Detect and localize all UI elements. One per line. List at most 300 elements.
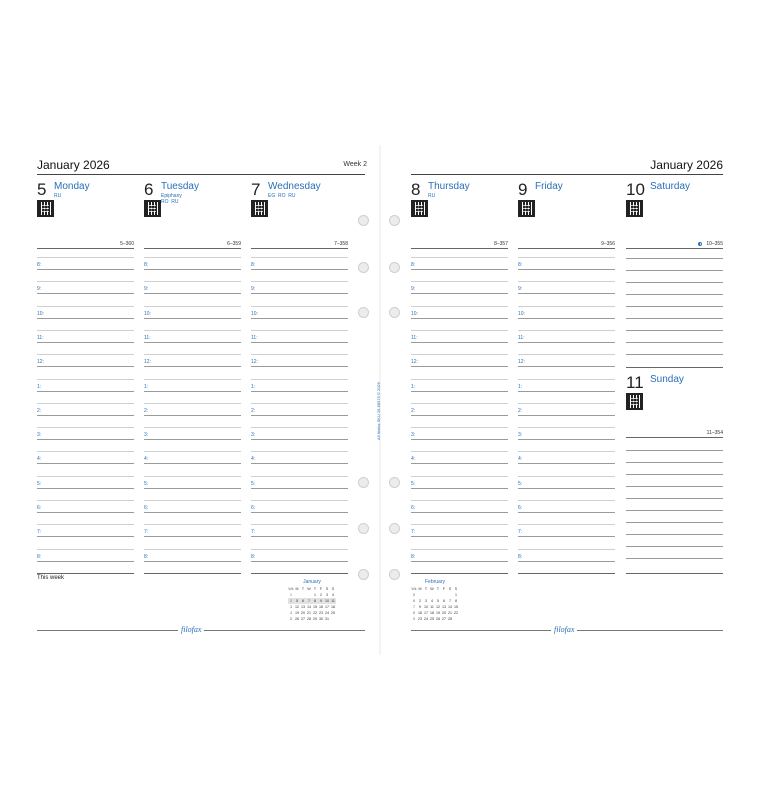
hour-label: 5:	[518, 480, 523, 487]
hour-label: 12:	[37, 359, 44, 366]
binder-hole	[389, 477, 400, 488]
hour-line	[518, 463, 615, 464]
hour-line	[518, 366, 615, 367]
hour-line	[144, 488, 241, 489]
hour-label: 8:	[518, 553, 523, 560]
hour-line	[251, 366, 348, 367]
hour-label: 6:	[251, 505, 256, 511]
mini-calendar-header-cell: S	[448, 587, 452, 591]
mini-calendar-day-cell: 7	[413, 605, 415, 609]
mini-calendar-day-cell: 23	[418, 617, 422, 621]
mini-calendar-day-cell: 27	[442, 617, 446, 621]
mini-calendar-day-cell: 28	[307, 617, 311, 621]
hour-label: 8:	[518, 262, 523, 268]
half-hour-line	[518, 354, 615, 355]
hour-line	[518, 415, 615, 416]
half-hour-line	[37, 306, 134, 307]
hour-line	[518, 269, 615, 270]
hour-label: 11:	[251, 334, 258, 341]
half-hour-line	[37, 403, 134, 404]
hour-line	[518, 342, 615, 343]
hour-line	[251, 318, 348, 319]
filofax-logo: filofax	[551, 625, 577, 634]
sunday-end-rule	[626, 573, 723, 574]
mini-calendar-day-cell: 11	[331, 599, 335, 603]
half-hour-line	[37, 500, 134, 501]
mini-calendar-day-cell: 3	[326, 593, 328, 597]
header-rule	[411, 174, 723, 175]
day-count-text: 10–355	[706, 241, 723, 247]
mini-calendar-day-cell: 16	[418, 611, 422, 615]
hour-line	[411, 512, 508, 513]
hour-line	[37, 512, 134, 513]
mini-calendar-day-cell: 2	[290, 599, 292, 603]
hour-line	[251, 293, 348, 294]
note-line	[626, 450, 723, 451]
mini-calendar-day-cell: 18	[331, 605, 335, 609]
hour-line	[37, 269, 134, 270]
mini-calendar-day-cell: 2	[320, 593, 322, 597]
hour-label: 1:	[411, 383, 416, 390]
half-hour-line	[411, 500, 508, 501]
day-top-rule	[37, 248, 134, 249]
hour-line	[251, 488, 348, 489]
hour-line	[37, 293, 134, 294]
hour-line	[518, 439, 615, 440]
note-line	[626, 546, 723, 547]
mini-calendar-january	[288, 579, 336, 622]
hour-line	[518, 318, 615, 319]
half-hour-line	[37, 524, 134, 525]
mini-calendar-day-cell: 8	[455, 599, 457, 603]
mini-calendar-header-cell: T	[313, 587, 317, 591]
hour-label: 8:	[37, 553, 42, 560]
hour-line	[411, 293, 508, 294]
day-count: 11–354	[706, 430, 723, 436]
half-hour-line	[411, 524, 508, 525]
column-end-rule	[518, 573, 615, 574]
hour-label: 8:	[411, 262, 416, 268]
day-number: 5	[37, 180, 47, 199]
hour-line	[518, 293, 615, 294]
mini-calendar-day-cell: 9	[320, 599, 322, 603]
day-top-rule	[251, 248, 348, 249]
day-count: 5–360	[120, 241, 134, 247]
half-hour-line	[411, 354, 508, 355]
holiday-note: EG RO RU	[268, 193, 296, 199]
hour-line	[411, 366, 508, 367]
hour-line	[411, 463, 508, 464]
saturday-end-rule	[626, 367, 723, 368]
hour-label: 5:	[37, 480, 42, 487]
hour-label: 9:	[144, 286, 149, 293]
column-end-rule	[144, 573, 241, 574]
mini-calendar-day-cell: 24	[424, 617, 428, 621]
hour-line	[251, 463, 348, 464]
half-hour-line	[251, 403, 348, 404]
mini-calendar-day-cell: 6	[302, 599, 304, 603]
mini-calendar-header-cell: T	[424, 587, 428, 591]
hour-label: 2:	[411, 407, 416, 414]
hour-label: 3:	[411, 432, 416, 439]
hour-label: 1:	[518, 383, 523, 390]
hour-label: 1:	[37, 383, 42, 390]
half-hour-line	[144, 306, 241, 307]
mini-calendar-day-cell: 29	[313, 617, 317, 621]
binder-hole	[358, 477, 369, 488]
mini-calendar-day-cell: 21	[448, 611, 452, 615]
half-hour-line	[518, 427, 615, 428]
mini-calendar-day-cell: 14	[307, 605, 311, 609]
mini-calendar-day-cell: 26	[436, 617, 440, 621]
half-hour-line	[251, 257, 348, 258]
hour-line	[144, 463, 241, 464]
half-hour-line	[518, 281, 615, 282]
hour-line	[37, 439, 134, 440]
qr-code-icon	[144, 200, 161, 217]
hour-label: 9:	[37, 286, 42, 293]
half-hour-line	[518, 549, 615, 550]
mini-calendar-title: January	[303, 579, 321, 585]
qr-code-icon	[626, 393, 643, 410]
mini-calendar-day-cell: 10	[424, 605, 428, 609]
binder-hole	[358, 307, 369, 318]
half-hour-line	[251, 476, 348, 477]
hour-label: 3:	[251, 432, 256, 439]
hour-label: 4:	[37, 456, 42, 463]
hour-label: 10:	[251, 310, 258, 317]
mini-calendar-day-cell: 11	[430, 605, 434, 609]
hour-line	[251, 269, 348, 270]
mini-calendar-day-cell: 19	[295, 611, 299, 615]
day-sunday	[626, 374, 723, 414]
day-number: 11	[626, 373, 644, 392]
hour-label: 3:	[144, 432, 149, 439]
mini-calendar-header-cell: M	[295, 587, 299, 591]
hour-label: 6:	[518, 505, 523, 511]
day-name: Saturday	[650, 181, 691, 192]
half-hour-line	[411, 257, 508, 258]
half-hour-line	[144, 476, 241, 477]
hour-line	[251, 415, 348, 416]
mini-calendar-header-cell: Wk	[411, 587, 417, 591]
hour-line	[411, 439, 508, 440]
note-line	[626, 342, 723, 343]
hour-line	[251, 439, 348, 440]
hour-line	[37, 463, 134, 464]
half-hour-line	[37, 354, 134, 355]
hour-label: 7:	[518, 529, 523, 536]
mini-calendar-day-cell: 14	[448, 605, 452, 609]
mini-calendar-day-cell: 1	[314, 593, 316, 597]
note-line	[626, 474, 723, 475]
mini-calendar-day-cell: 28	[448, 617, 452, 621]
mini-calendar-day-cell	[453, 616, 459, 622]
column-end-rule	[251, 573, 348, 574]
filofax-logo: filofax	[178, 625, 204, 634]
mini-calendar-day-cell: 22	[454, 611, 458, 615]
day-name: Sunday	[650, 374, 684, 385]
half-hour-line	[251, 549, 348, 550]
mini-calendar-header-cell: T	[301, 587, 305, 591]
day-count: 7–358	[334, 241, 348, 247]
hour-line	[411, 536, 508, 537]
day-tuesday	[144, 181, 241, 221]
qr-code-icon	[251, 200, 268, 217]
mini-calendar-day-cell: 1	[290, 593, 292, 597]
hour-label: 8:	[411, 553, 416, 560]
mini-calendar-day-cell: 20	[442, 611, 446, 615]
hour-label: 10:	[144, 310, 151, 317]
day-name: Monday	[54, 181, 90, 192]
hour-label: 10:	[411, 310, 418, 317]
hour-label: 5:	[411, 480, 416, 487]
binder-hole	[389, 215, 400, 226]
hour-label: 5:	[251, 480, 256, 487]
hour-line	[37, 318, 134, 319]
hour-label: 10:	[37, 310, 44, 317]
half-hour-line	[144, 500, 241, 501]
note-line	[626, 534, 723, 535]
hour-line	[411, 342, 508, 343]
half-hour-line	[37, 549, 134, 550]
mini-calendar-day-cell: 1	[455, 593, 457, 597]
note-line	[626, 270, 723, 271]
hour-label: 10:	[518, 310, 525, 317]
mini-calendar-day-cell: 4	[290, 611, 292, 615]
binder-hole	[389, 307, 400, 318]
hour-line	[411, 391, 508, 392]
hour-label: 4:	[518, 456, 523, 463]
hour-line	[144, 269, 241, 270]
hour-line	[411, 269, 508, 270]
hour-line	[37, 415, 134, 416]
page-title: January 2026	[650, 158, 723, 172]
hour-line	[251, 391, 348, 392]
mini-calendar-day-cell: 10	[325, 599, 329, 603]
mini-calendar-title: February	[424, 579, 445, 585]
hour-label: 12:	[144, 359, 151, 366]
hour-line	[411, 318, 508, 319]
mini-calendar-day-cell	[330, 616, 336, 622]
day-name: Friday	[535, 181, 563, 192]
hour-label: 11:	[37, 334, 44, 341]
hour-line	[251, 342, 348, 343]
mini-calendar-day-cell: 8	[314, 599, 316, 603]
qr-code-icon	[518, 200, 535, 217]
mini-calendar-day-cell: 15	[313, 605, 317, 609]
hour-line	[144, 391, 241, 392]
half-hour-line	[251, 500, 348, 501]
half-hour-line	[144, 549, 241, 550]
hour-line	[251, 512, 348, 513]
day-top-rule	[518, 248, 615, 249]
day-count: 6–359	[227, 241, 241, 247]
hour-label: 6:	[37, 505, 42, 511]
hour-label: 7:	[411, 529, 416, 536]
day-top-rule	[411, 248, 508, 249]
day-friday	[518, 181, 615, 221]
binder-hole	[389, 523, 400, 534]
hour-line	[37, 488, 134, 489]
mini-calendar-day-cell: 24	[325, 611, 329, 615]
half-hour-line	[411, 549, 508, 550]
column-end-rule	[37, 573, 134, 574]
half-hour-line	[518, 330, 615, 331]
binder-hole	[358, 569, 369, 580]
mini-calendar-header-cell: S	[325, 587, 329, 591]
day-name: Thursday	[428, 181, 470, 192]
hour-label: 2:	[518, 407, 523, 414]
note-line	[626, 354, 723, 355]
hour-line	[411, 488, 508, 489]
mini-calendar-header-cell: F	[319, 587, 323, 591]
hour-label: 4:	[411, 456, 416, 463]
mini-calendar-day-cell: 12	[436, 605, 440, 609]
hour-line	[518, 512, 615, 513]
mini-calendar-day-cell: 16	[319, 605, 323, 609]
hour-label: 12:	[251, 359, 258, 366]
mini-calendar-header-cell: S	[331, 587, 335, 591]
day-name: Tuesday	[161, 181, 199, 192]
mini-calendar-day-cell: 20	[301, 611, 305, 615]
half-hour-line	[144, 281, 241, 282]
note-line	[626, 462, 723, 463]
page-title: January 2026	[37, 158, 110, 172]
holiday-note: Epiphany RO RU	[161, 193, 182, 205]
hour-label: 7:	[37, 529, 42, 536]
half-hour-line	[411, 427, 508, 428]
hour-line	[144, 536, 241, 537]
half-hour-line	[251, 281, 348, 282]
mini-calendar-day-cell: 8	[413, 611, 415, 615]
note-line	[626, 522, 723, 523]
hour-label: 9:	[411, 286, 416, 293]
day-wednesday	[251, 181, 348, 221]
half-hour-line	[411, 330, 508, 331]
hour-label: 1:	[251, 383, 256, 390]
mini-calendar-day-cell: 17	[325, 605, 329, 609]
qr-code-icon	[411, 200, 428, 217]
mini-calendar-day-cell: 6	[413, 599, 415, 603]
mini-calendar-day-cell: 25	[331, 611, 335, 615]
mini-calendar-day-cell: 18	[430, 611, 434, 615]
note-line	[626, 258, 723, 259]
mini-calendar-header-cell: M	[418, 587, 422, 591]
half-hour-line	[144, 403, 241, 404]
hour-label: 8:	[251, 553, 256, 560]
hour-label: 11:	[411, 334, 418, 341]
half-hour-line	[411, 379, 508, 380]
this-week-label: This week	[37, 575, 65, 581]
day-number: 8	[411, 180, 421, 199]
hour-line	[144, 415, 241, 416]
day-top-rule	[144, 248, 241, 249]
mini-calendar-day-cell: 21	[307, 611, 311, 615]
hour-label: 8:	[144, 262, 149, 268]
hour-label: 4:	[144, 456, 149, 463]
hour-label: 2:	[251, 407, 256, 414]
hour-label: 11:	[144, 334, 151, 341]
day-number: 6	[144, 180, 154, 199]
half-hour-line	[37, 451, 134, 452]
half-hour-line	[251, 427, 348, 428]
mini-calendar-day-cell: 19	[436, 611, 440, 615]
mini-calendar-day-cell: 13	[301, 605, 305, 609]
note-line	[626, 294, 723, 295]
hour-line	[144, 293, 241, 294]
hour-label: 3:	[518, 432, 523, 439]
hour-line	[37, 536, 134, 537]
hour-label: 1:	[144, 383, 149, 390]
mini-calendar-day-cell: 4	[431, 599, 433, 603]
half-hour-line	[411, 451, 508, 452]
mini-calendar-day-cell: 26	[295, 617, 299, 621]
qr-code-icon	[37, 200, 54, 217]
half-hour-line	[37, 257, 134, 258]
mini-calendar-header-cell: T	[436, 587, 440, 591]
holiday-note: RU	[54, 193, 62, 199]
mini-calendar-day-cell: 9	[419, 605, 421, 609]
mini-calendar-header-cell: Wk	[288, 587, 294, 591]
note-line	[626, 486, 723, 487]
half-hour-line	[411, 306, 508, 307]
hour-line	[37, 342, 134, 343]
mini-calendar-day-cell: 5	[413, 593, 415, 597]
mini-calendar-day-cell: 5	[437, 599, 439, 603]
hour-line	[144, 342, 241, 343]
note-line	[626, 510, 723, 511]
hour-line	[518, 536, 615, 537]
half-hour-line	[251, 379, 348, 380]
half-hour-line	[518, 306, 615, 307]
mini-calendar-day-cell: 30	[319, 617, 323, 621]
hour-label: 5:	[144, 480, 149, 487]
half-hour-line	[518, 257, 615, 258]
half-hour-line	[251, 354, 348, 355]
mini-calendar-day-cell: 3	[290, 605, 292, 609]
half-hour-line	[251, 524, 348, 525]
day-thursday	[411, 181, 508, 221]
hour-line	[251, 536, 348, 537]
holiday-note: RU	[428, 193, 436, 199]
half-hour-line	[144, 330, 241, 331]
mini-calendar-february	[411, 579, 459, 622]
note-line	[626, 306, 723, 307]
hour-label: 11:	[518, 334, 525, 341]
note-line	[626, 282, 723, 283]
binder-hole	[389, 262, 400, 273]
binder-hole	[389, 569, 400, 580]
mini-calendar-day-cell: 23	[319, 611, 323, 615]
half-hour-line	[37, 330, 134, 331]
half-hour-line	[411, 476, 508, 477]
mini-calendar-week-row	[288, 616, 336, 622]
hour-label: 6:	[144, 505, 149, 511]
day-top-rule	[626, 248, 723, 249]
header-rule	[37, 174, 365, 175]
mini-calendar-grid	[288, 586, 336, 622]
mini-calendar-day-cell: 7	[449, 599, 451, 603]
day-saturday	[626, 181, 723, 221]
hour-line	[251, 561, 348, 562]
half-hour-line	[144, 451, 241, 452]
hour-label: 2:	[144, 407, 149, 414]
mini-calendar-day-cell: 6	[443, 599, 445, 603]
half-hour-line	[251, 330, 348, 331]
half-hour-line	[518, 524, 615, 525]
mini-calendar-day-cell: 5	[296, 599, 298, 603]
